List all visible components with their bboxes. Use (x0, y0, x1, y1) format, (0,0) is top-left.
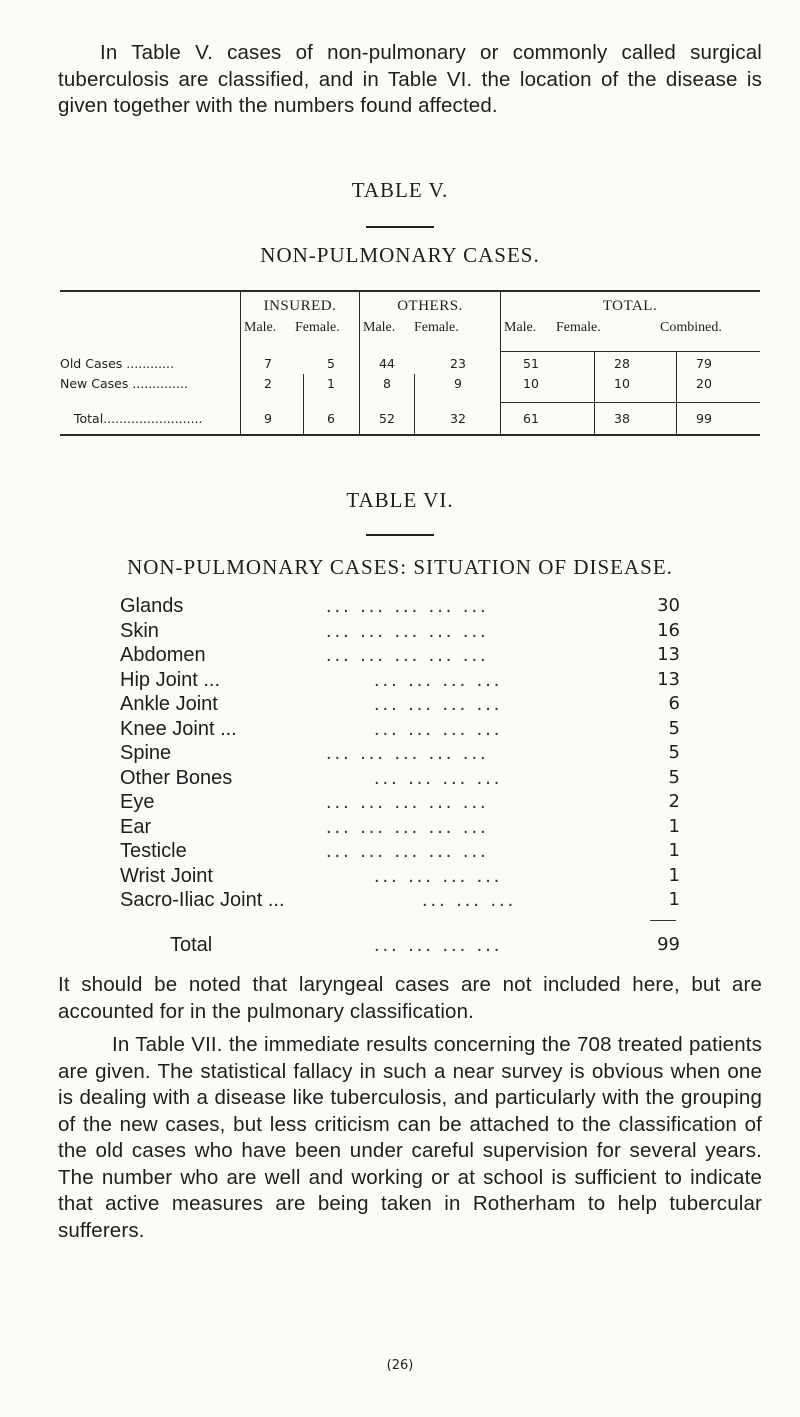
cell: 23 (450, 356, 466, 371)
total-label: Total (170, 934, 213, 956)
site-label: Glands (120, 595, 184, 617)
leader-dots: ... ... ... ... ... (326, 644, 489, 666)
sum-rule (650, 920, 676, 921)
cell: 9 (264, 411, 272, 426)
site-label: Abdomen (120, 644, 206, 666)
cell: 38 (614, 411, 630, 426)
cell: 51 (523, 356, 539, 371)
cell: 7 (264, 356, 272, 371)
site-count: 5 (668, 742, 680, 763)
insured-female-header: Female. (295, 320, 340, 335)
closing-paragraph: In Table VII. the immediate results concerning the 708 treated patients are given. The statistical fallacy in such a near survey is obvious when one is dealing with a disease like tuberculosis, and particularly with the grouping of the new cases, but less criticism can be attached to the classification of the old cases who have been under careful supervision for several years. The number who are well and working or at school is sufficient to indicate that active measures are being taken in Rotherham to help tubercular sufferers. (58, 1033, 762, 1242)
total-combined-header: Combined. (660, 320, 722, 335)
cell: 32 (450, 411, 466, 426)
cell: 44 (379, 356, 395, 371)
cell: 99 (696, 411, 712, 426)
leader-dots: ... ... ... ... ... (326, 742, 489, 764)
site-count: 1 (668, 840, 680, 861)
cell: 2 (264, 376, 272, 391)
list-item (120, 644, 680, 670)
group-others: OTHERS. (397, 298, 463, 314)
site-label: Sacro-Iliac Joint ... (120, 889, 285, 911)
leader-dots: ... ... ... ... ... (326, 791, 489, 813)
cell: 5 (327, 356, 335, 371)
site-label: Eye (120, 791, 155, 813)
title-rule (366, 226, 434, 228)
cell: 28 (614, 356, 630, 371)
row-label: New Cases .............. (60, 376, 188, 391)
site-count: 16 (657, 619, 680, 641)
site-count: 1 (668, 864, 680, 886)
site-count: 1 (668, 815, 680, 837)
leader-dots: ... ... ... ... ... (326, 619, 489, 642)
total-row (120, 934, 680, 960)
site-label: Spine (120, 742, 172, 764)
list-item (120, 791, 680, 817)
note-paragraph: It should be noted that laryngeal cases are not included here, but are accounted for in the pulmonary classification. (58, 973, 762, 1023)
cell: 6 (327, 411, 335, 426)
site-label: Knee Joint ... (120, 717, 237, 740)
leader-dots: ... ... ... ... (374, 864, 503, 887)
table-bottom-rule (60, 434, 760, 436)
list-item (120, 840, 680, 866)
list-item (120, 620, 680, 646)
list-item (120, 816, 680, 842)
site-label: Wrist Joint (120, 864, 213, 887)
table-vi-title: TABLE VI. (346, 488, 454, 512)
table-v (60, 290, 760, 436)
cell: 79 (696, 356, 712, 371)
site-label: Testicle (120, 840, 187, 862)
site-label: Hip Joint ... (120, 668, 221, 691)
cell: 1 (327, 376, 335, 391)
leader-dots: ... ... ... ... (374, 668, 503, 691)
total-female-header: Female. (556, 320, 601, 335)
leader-dots: ... ... ... ... ... (326, 840, 489, 862)
intro-paragraph: In Table V. cases of non-pulmonary or commonly called surgical tuberculosis are classified, and in Table VI. the location of the disease is given together with the numbers found affected. (58, 41, 762, 117)
title-rule (366, 534, 434, 536)
others-female-header: Female. (414, 320, 459, 335)
leader-dots: ... ... ... ... ... (326, 815, 489, 838)
leader-dots: ... ... ... ... (374, 934, 503, 956)
cell: 52 (379, 411, 395, 426)
total-rule (500, 402, 760, 403)
group-insured: INSURED. (263, 298, 337, 314)
leader-dots: ... ... ... (422, 889, 517, 911)
table-vi-subtitle: NON-PULMONARY CASES: SITUATION OF DISEASE. (127, 555, 673, 579)
cell: 8 (383, 376, 391, 391)
site-count: 13 (657, 668, 680, 690)
leader-dots: ... ... ... ... (374, 717, 503, 740)
list-item (120, 742, 680, 768)
site-count: 2 (668, 791, 680, 812)
site-count: 1 (668, 889, 680, 910)
table-top-rule (60, 290, 760, 292)
cell: 61 (523, 411, 539, 426)
leader-dots: ... ... ... ... ... (326, 595, 489, 617)
site-label: Ear (120, 815, 152, 838)
site-count: 6 (668, 693, 680, 714)
site-label: Skin (120, 619, 159, 642)
table-v-subtitle: NON-PULMONARY CASES. (260, 243, 540, 267)
list-item (120, 595, 680, 621)
group-total: TOTAL. (602, 298, 658, 314)
others-male-header: Male. (363, 320, 396, 335)
list-item (120, 669, 680, 695)
list-item (120, 865, 680, 891)
list-item (120, 718, 680, 744)
site-count: 5 (668, 766, 680, 788)
page-number: (26) (386, 1358, 414, 1373)
site-count: 5 (668, 717, 680, 739)
insured-male-header: Male. (244, 320, 277, 335)
total-male-header: Male. (504, 320, 537, 335)
site-count: 13 (657, 644, 680, 665)
cell: 10 (614, 376, 630, 391)
site-label: Ankle Joint (120, 693, 218, 715)
row-label: Total......................... (74, 411, 203, 426)
leader-dots: ... ... ... ... (374, 693, 503, 715)
list-item (120, 693, 680, 719)
header-rule (500, 351, 760, 352)
site-count: 30 (657, 595, 680, 616)
row-label: Old Cases ............ (60, 356, 174, 371)
cell: 20 (696, 376, 712, 391)
table-v-title: TABLE V. (351, 178, 449, 202)
leader-dots: ... ... ... ... (374, 766, 503, 789)
list-item (120, 767, 680, 793)
total-count: 99 (657, 934, 680, 955)
site-label: Other Bones (120, 766, 233, 789)
cell: 9 (454, 376, 462, 391)
list-item (120, 889, 680, 915)
cell: 10 (523, 376, 539, 391)
